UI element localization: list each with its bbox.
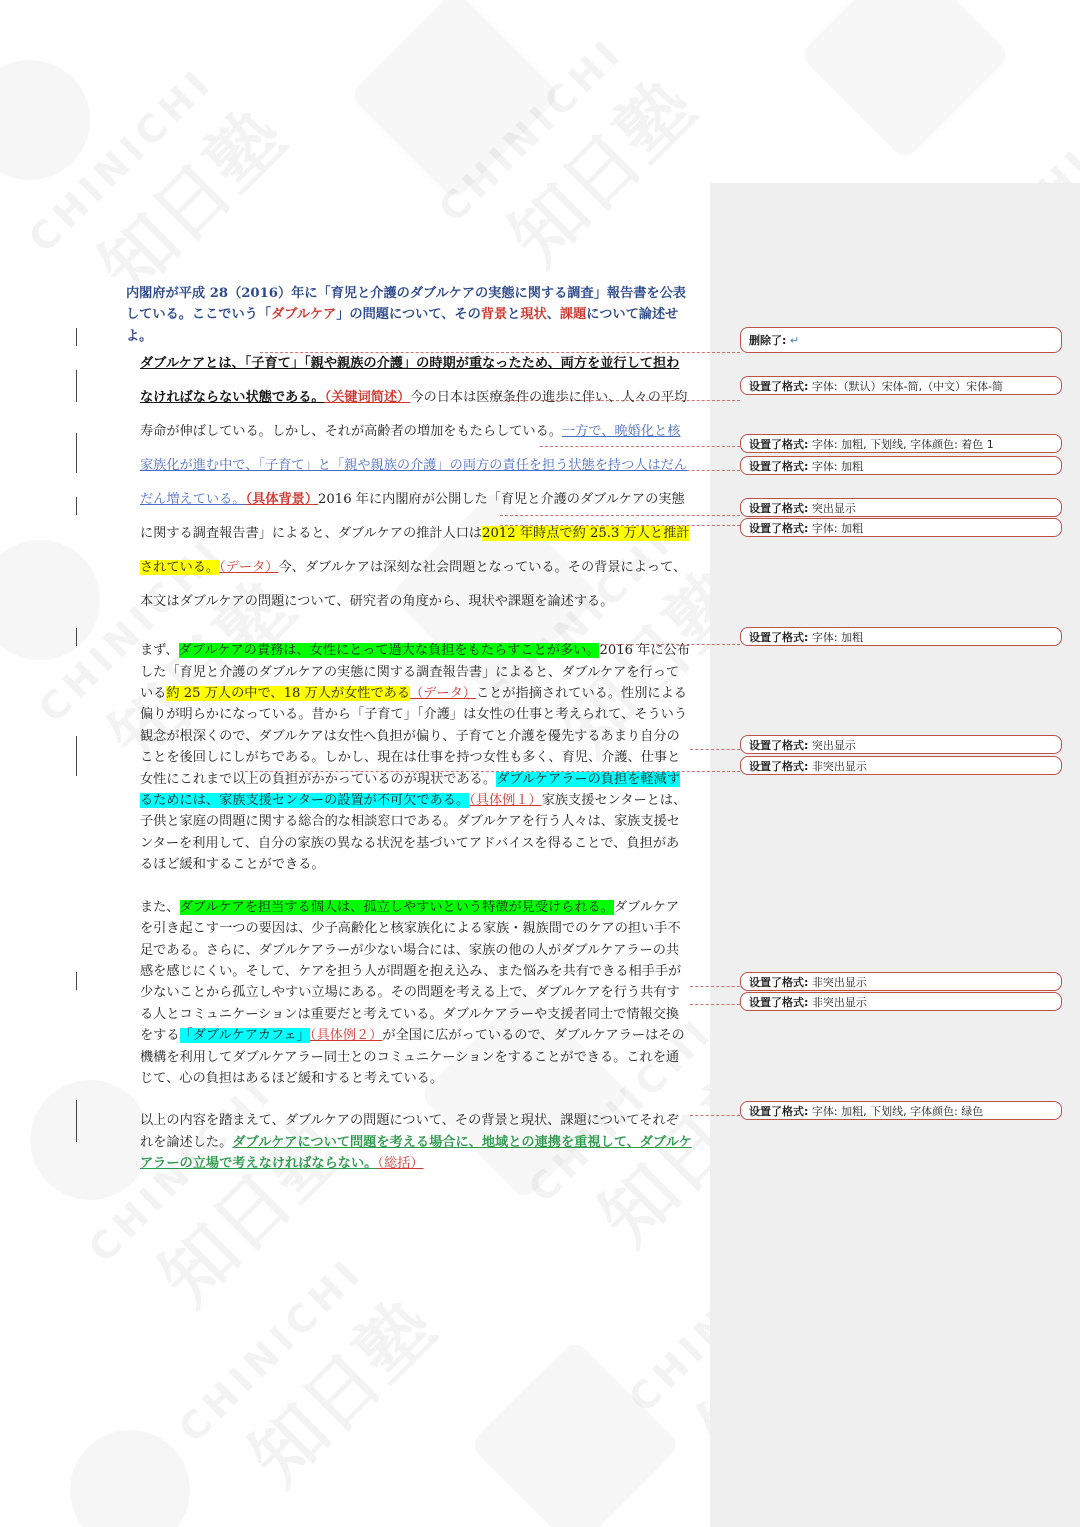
watermark-logo-mark	[799, 0, 1011, 161]
watermark-logo-mark	[0, 540, 100, 660]
change-bar	[76, 628, 77, 646]
question-prompt: 内閣府が平成 28（2016）年に「育児と介護のダブルケアの実態に関する調査」報告書を公表している。ここでいう「ダブルケア」の問題について、その背景と現状、課題について論述せよ。	[126, 286, 686, 344]
change-bar	[76, 497, 77, 515]
comment-balloon[interactable]: 设置了格式: 非突出显示	[740, 992, 1062, 1011]
watermark-logo-mark	[349, 0, 561, 201]
comment-balloon[interactable]: 设置了格式: 字体: 加粗	[740, 518, 1062, 537]
paragraph-conclusion: 以上の内容を踏まえて、ダブルケアの問題について、その背景と現状、課題についてそれぞれを論述した。ダブルケアについて問題を考える場合に、地域との連携を重視して、ダブルケアラーの立場で考えなければならない。（総括）	[140, 1113, 692, 1172]
paragraph-isolation: また、ダブルケアを担当する個人は、孤立しやすいという特徴が見受けられる。ダブルケアを引き起こす一つの要因は、少子高齢化と核家族化による家族・親族間でのケアの担い手不足である。さらに、ダブルケアラーが少ない場合には、家族の他の人がダブルケアラーの共感を感じにくい。そして、ケアを担う人が問題を抱え込み、また悩みを共有できる相手手が少ないことから孤立しやすい立場にある。その問題を考える上で、ダブルケアを行う共有する人とコミュニケーションは重要だと考えている。ダブルケアラーや支援者同士で情報交換をする「ダブルケアカフェ」（具体例２）が全国に広がっているので、ダブルケアラーはその機構を利用してダブルケアラー同士とのコミュニケーションをすることができる。これを通じて、心の負担はあるほど緩和すると考えている。	[140, 899, 685, 1086]
comment-balloon[interactable]: 设置了格式: 字体: 加粗	[740, 456, 1062, 475]
comment-connector	[690, 986, 740, 987]
comment-balloon[interactable]: 设置了格式: 字体: 加粗, 下划线, 字体颜色: 着色 1	[740, 434, 1062, 453]
change-bar	[76, 370, 77, 402]
paragraph-intro: ダブルケアとは、「子育て」「親や親族の介護」の時期が重なったため、両方を並行して担わなければならない状態である。（关键词简述）今の日本は医療条件の進歩に伴い、人々の平均寿命が伸ばしている。しかし、それが高齢者の増加をもたらしている。一方で、晩婚化と核家族化が進む中で、「子育て」と「親や親族の介護」の両方の責任を担う状態を持つ人はだんだん増えている。（具体背景）2016 年に内閣府が公開した「育児と介護のダブルケアの実態に関する調査報告書」によると、ダブルケアの推計人口は2012 年時点で約 25.3 万人と推計されている。（データ）今、ダブルケアは深刻な社会問題となっている。その背景によって、本文はダブルケアの問題について、研究者の角度から、現状や課題を論述する。	[140, 356, 690, 610]
watermark-logo-mark	[0, 60, 90, 180]
watermark	[430, 22, 714, 306]
watermark	[170, 1242, 454, 1526]
change-bar	[76, 328, 77, 346]
comment-connector	[690, 749, 740, 750]
comment-balloon[interactable]: 设置了格式: 非突出显示	[740, 756, 1062, 775]
comment-balloon[interactable]: 设置了格式: 突出显示	[740, 735, 1062, 754]
change-bar	[76, 736, 77, 776]
comment-connector	[690, 1115, 740, 1116]
comment-balloon[interactable]: 设置了格式: 突出显示	[740, 498, 1062, 517]
comment-balloon[interactable]: 设置了格式: 字体:（默认）宋体-简,（中文）宋体-简	[740, 376, 1062, 395]
paragraph-burden: まず、ダブルケアの責務は、女性にとって過大な負担をもたらすことが多い。2016 年に公布した「育児と介護のダブルケアの実態に関する調査報告書」によると、ダブルケアを行っている約 25 万人の中で、18 万人が女性である（データ）ことが指摘されている。性別による偏りが明らかになっている。昔から「子育て」「介護」は女性の仕事と考えられて、そういう観念が根深くので、ダブルケアは女性へ負担が偏り、子育てと介護を優先するあまり自分のことを後回しにしがちである。しかし、現在は仕事を持つ女性も多く、育児、介護、仕事と女性にこれまで以上の負担がかかっているのが現状である。ダブルケアラーの負担を軽減するためには、家族支援センターの設置が不可欠である。（具体例１）家族支援センターとは、子供と家庭の問題に関する総合的な相談窓口である。ダブルケアを行う人々は、家族支援センターを利用して、自分の家族の異なる状況を基づいてアドバイスを得ることで、負担があるほど緩和することができる。	[140, 643, 690, 873]
document-body	[126, 283, 692, 1175]
watermark-logo-mark	[469, 1339, 681, 1527]
comment-balloon[interactable]: 设置了格式: 字体: 加粗, 下划线, 字体颜色: 绿色	[740, 1101, 1062, 1120]
change-bar	[76, 1100, 77, 1142]
comment-connector	[690, 1004, 740, 1005]
comment-balloon[interactable]: 设置了格式: 字体: 加粗	[740, 627, 1062, 646]
change-bar	[76, 972, 77, 990]
watermark-logo-mark	[70, 1430, 190, 1527]
comment-balloon[interactable]: 删除了: ↵	[740, 327, 1062, 353]
comment-balloon[interactable]: 设置了格式: 非突出显示	[740, 972, 1062, 991]
change-bar	[76, 433, 77, 473]
